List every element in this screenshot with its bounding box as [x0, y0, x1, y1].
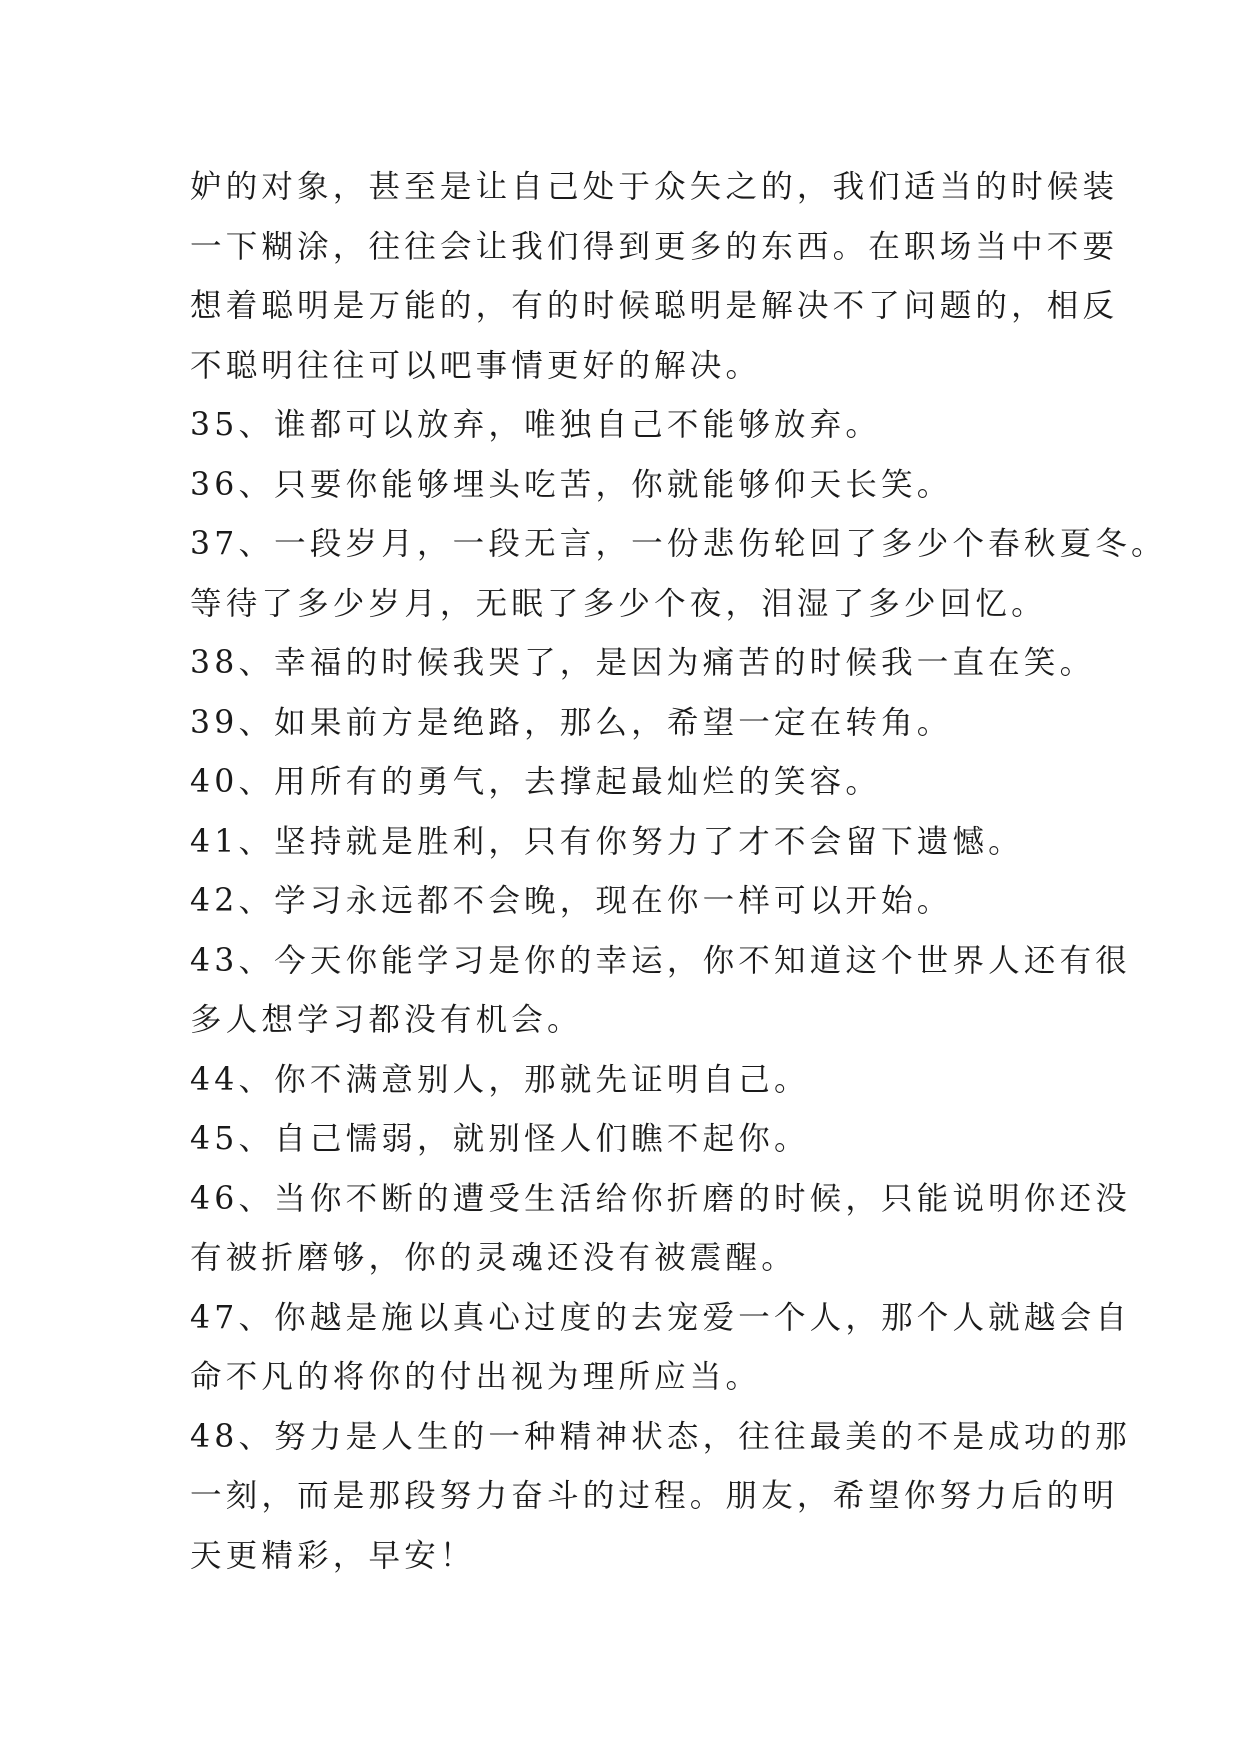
- text-line: 38、幸福的时候我哭了，是因为痛苦的时候我一直在笑。: [190, 645, 1096, 681]
- text-line: 45、自己懦弱，就别怪人们瞧不起你。: [190, 1121, 810, 1157]
- text-line: 39、如果前方是绝路，那么，希望一定在转角。: [190, 704, 953, 741]
- text-line: 40、用所有的勇气，去撑起最灿烂的笑容。: [190, 764, 882, 800]
- paragraph-39: [190, 694, 1060, 754]
- text-line: 不聪明往往可以吧事情更好的解决。: [190, 347, 762, 384]
- text-line: 有被折磨够，你的灵魂还没有被震醒。: [190, 1240, 797, 1276]
- text-line: 43、今天你能学习是你的幸运，你不知道这个世界人还有很: [190, 942, 1131, 979]
- text-line: 多人想学习都没有机会。: [190, 1002, 583, 1038]
- text-line: 等待了多少岁月，无眠了多少个夜，泪湿了多少回忆。: [190, 585, 1047, 622]
- text-line: 36、只要你能够埋头吃苦，你就能够仰天长笑。: [190, 466, 953, 503]
- text-line: 天更精彩，早安！: [190, 1537, 476, 1574]
- document-body: [190, 158, 1167, 1586]
- text-line: 一刻，而是那段努力奋斗的过程。朋友，希望你努力后的明: [190, 1478, 1119, 1514]
- text-line: 一下糊涂，往往会让我们得到更多的东西。在职场当中不要: [190, 228, 1119, 265]
- paragraph-40: [190, 753, 1060, 813]
- paragraph-44: [190, 1051, 1060, 1111]
- text-line: 48、努力是人生的一种精神状态，往往最美的不是成功的那: [190, 1418, 1131, 1455]
- text-line: 41、坚持就是胜利，只有你努力了才不会留下遗憾。: [190, 823, 1024, 860]
- text-line: 命不凡的将你的付出视为理所应当。: [190, 1359, 762, 1395]
- paragraph-48: [190, 1408, 1131, 1587]
- text-line: 妒的对象，甚至是让自己处于众矢之的，我们适当的时候装: [190, 169, 1119, 205]
- text-line: 35、谁都可以放弃，唯独自己不能够放弃。: [190, 407, 882, 443]
- text-line: 37、一段岁月，一段无言，一份悲伤轮回了多少个春秋夏冬。: [190, 526, 1167, 562]
- text-line: 46、当你不断的遭受生活给你折磨的时候，只能说明你还没: [190, 1180, 1131, 1217]
- text-line: 想着聪明是万能的，有的时候聪明是解决不了问题的，相反: [190, 288, 1119, 324]
- paragraph-43: [190, 932, 1131, 1051]
- paragraph-continued: [190, 158, 1119, 396]
- text-line: 47、你越是施以真心过度的去宠爱一个人，那个人就越会自: [190, 1299, 1131, 1336]
- text-line: 44、你不满意别人，那就先证明自己。: [190, 1061, 810, 1098]
- paragraph-38: [190, 634, 1096, 694]
- paragraph-35: [190, 396, 1060, 456]
- paragraph-47: [190, 1289, 1131, 1408]
- paragraph-36: [190, 456, 1060, 516]
- paragraph-46: [190, 1170, 1131, 1289]
- paragraph-41: [190, 813, 1060, 873]
- paragraph-37: [190, 515, 1167, 634]
- paragraph-42: [190, 872, 1060, 932]
- paragraph-45: [190, 1110, 1060, 1170]
- text-line: 42、学习永远都不会晚，现在你一样可以开始。: [190, 883, 953, 919]
